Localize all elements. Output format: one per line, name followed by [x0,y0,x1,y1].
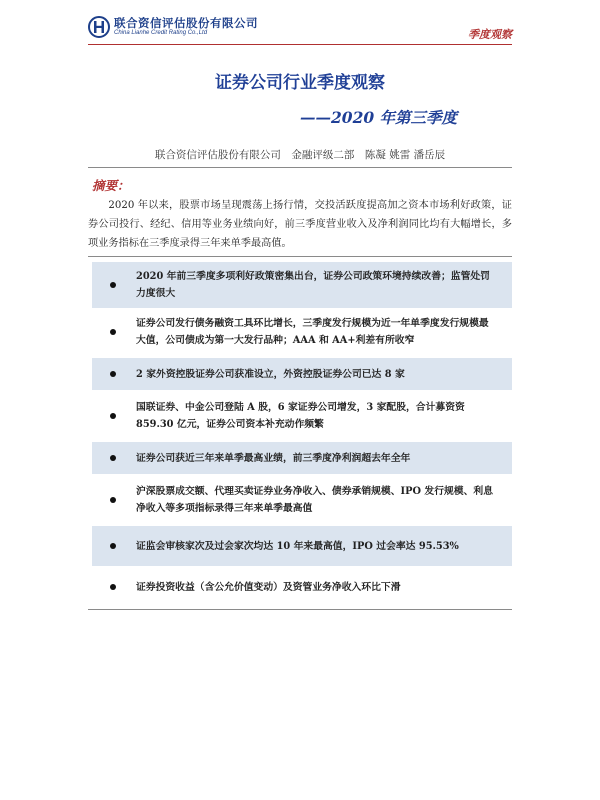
report-type-label: 季度观察 [468,28,512,41]
abstract-text: 2020 年以来，股票市场呈现震荡上扬行情，交投活跃度提高加之资本市场利好政策，证券公司投行、经纪、信用等业务业绩向好，前三季度营业收入及净利润同比均有大幅增长，多项业务指标在三季度录得三年来单季最高值。 [88,200,512,249]
abstract-label: 摘要： [92,178,130,193]
bullet-dot-icon [110,329,116,335]
divider-abstract [88,256,512,257]
page-title: 证券公司行业季度观察 [215,73,385,93]
summary-bullet [92,358,512,390]
bullet-dot-icon [110,455,116,461]
company-logo [88,16,258,38]
bullet-text: 证监会审核家次及过会家次均达 10 年来最高值，IPO 过会率达 95.53% [136,540,459,552]
bullet-dot-icon [110,584,116,590]
bullet-dot-icon [110,543,116,549]
bullet-text: 证券公司获近三年来单季最高业绩，前三季度净利润超去年全年 [136,452,411,464]
summary-bullet [92,442,512,474]
bullet-text: 2 家外资控股证券公司获准设立，外资控股证券公司已达 8 家 [136,368,405,380]
bullet-text: 证券公司发行债务融资工具环比增长，三季度发行规模为近一年单季度发行规模最大值，公司债成为第一大发行品种；AAA 和 AA+利差有所收窄 [136,318,489,346]
bullet-dot-icon [110,371,116,377]
summary-bullet [92,396,512,436]
summary-bullet [92,526,512,566]
summary-bullet [92,262,512,308]
bullet-dot-icon [110,497,116,503]
divider-top [88,167,512,168]
summary-bullet [92,572,512,602]
company-name-cn: 联合资信评估股份有限公司 [114,16,258,30]
bullet-text: 证券投资收益（含公允价值变动）及资管业务净收入环比下滑 [136,581,401,593]
lianhe-logo-icon [88,16,110,38]
bullet-dot-icon [110,282,116,288]
summary-bullet [92,312,512,352]
bullet-dot-icon [110,413,116,419]
author-line: 联合资信评估股份有限公司 金融评级二部 陈凝 姚雷 潘岳辰 [154,149,446,161]
page-subtitle: ——2020 年第三季度 [300,108,458,127]
company-name-en: China Lianhe Credit Rating Co.,Ltd [114,30,208,36]
page-header [88,14,512,45]
summary-bullet [92,480,512,520]
bullet-text: 国联证券、中金公司登陆 A 股，6 家证券公司增发，3 家配股，合计募资资 859.30 亿元，证券公司资本补充动作频繁 [136,402,465,430]
bullet-text: 沪深股票成交额、代理买卖证券业务净收入、债券承销规模、IPO 发行规模、利息净收入等多项指标录得三年来单季最高值 [136,486,493,514]
bullet-text: 2020 年前三季度多项利好政策密集出台，证券公司政策环境持续改善；监管处罚力度很大 [136,271,490,299]
divider-bottom [88,609,512,610]
